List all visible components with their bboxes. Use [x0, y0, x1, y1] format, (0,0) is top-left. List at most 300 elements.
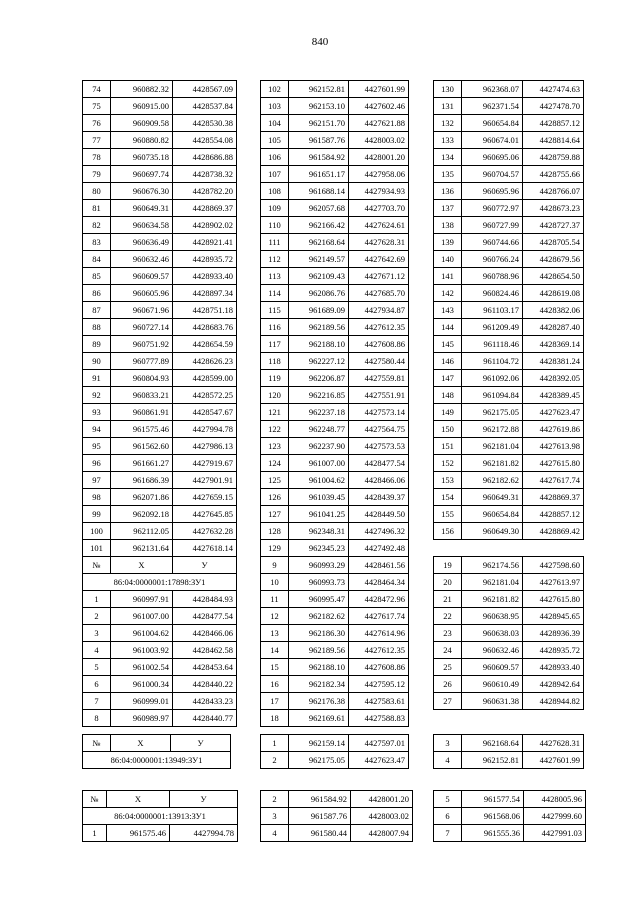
point-number: 138	[434, 217, 462, 234]
table-row	[261, 353, 409, 370]
x-coordinate: 961004.62	[111, 625, 173, 642]
x-coordinate: 962206.87	[289, 370, 349, 387]
table-row	[83, 676, 237, 693]
point-number: 106	[261, 149, 289, 166]
y-coordinate: 4428572.25	[173, 387, 237, 404]
table-row	[83, 608, 237, 625]
table-row	[434, 81, 584, 98]
table-row	[261, 472, 409, 489]
x-coordinate: 962227.12	[289, 353, 349, 370]
x-coordinate: 962368.07	[462, 81, 523, 98]
coordinates-table-12	[433, 790, 586, 842]
table-row	[261, 591, 409, 608]
point-number: 6	[83, 676, 111, 693]
table-row	[261, 404, 409, 421]
point-number: 3	[434, 735, 462, 752]
point-number: 103	[261, 98, 289, 115]
y-coordinate: 4427595.12	[349, 676, 409, 693]
y-coordinate: 4428727.37	[523, 217, 584, 234]
y-coordinate: 4428567.09	[173, 81, 237, 98]
table-row	[261, 752, 409, 769]
point-number: 21	[434, 591, 462, 608]
x-coordinate: 961587.76	[289, 132, 349, 149]
y-coordinate: 4427492.48	[349, 540, 409, 557]
y-coordinate: 4427632.28	[173, 523, 237, 540]
x-coordinate: 962092.18	[111, 506, 173, 523]
point-number: 147	[434, 370, 462, 387]
x-coordinate: 962345.23	[289, 540, 349, 557]
table-row	[261, 166, 409, 183]
point-number: 1	[83, 591, 111, 608]
x-coordinate: 960697.74	[111, 166, 173, 183]
point-number: 22	[434, 608, 462, 625]
table-row	[83, 336, 237, 353]
x-coordinate: 961577.54	[462, 791, 524, 808]
table-row	[434, 659, 584, 676]
table-row	[83, 81, 237, 98]
point-number: 133	[434, 132, 462, 149]
y-coordinate: 4427628.31	[523, 735, 584, 752]
table-row	[261, 149, 409, 166]
x-coordinate: 960727.99	[462, 217, 523, 234]
table-row	[83, 200, 237, 217]
x-coordinate: 962071.86	[111, 489, 173, 506]
header-number: №	[83, 557, 111, 574]
point-number: 120	[261, 387, 289, 404]
point-number: 83	[83, 234, 111, 251]
y-coordinate: 4428003.02	[351, 808, 413, 825]
coordinates-table-3	[433, 80, 584, 540]
coordinates-table-zu-13949	[82, 734, 231, 769]
x-coordinate: 960744.66	[462, 234, 523, 251]
x-coordinate: 960993.29	[289, 557, 349, 574]
point-number: 150	[434, 421, 462, 438]
cadastral-row	[83, 808, 238, 825]
x-coordinate: 960609.57	[111, 268, 173, 285]
x-coordinate: 961689.09	[289, 302, 349, 319]
x-coordinate: 960880.82	[111, 132, 173, 149]
x-coordinate: 962189.56	[289, 642, 349, 659]
table-row	[434, 234, 584, 251]
table-row	[83, 268, 237, 285]
table-row	[261, 557, 409, 574]
point-number: 81	[83, 200, 111, 217]
coordinates-table-zu-17898	[82, 556, 237, 727]
point-number: 130	[434, 81, 462, 98]
table-row	[434, 268, 584, 285]
table-row	[261, 540, 409, 557]
table-row	[83, 506, 237, 523]
table-row	[434, 455, 584, 472]
point-number: 122	[261, 421, 289, 438]
x-coordinate: 962181.04	[462, 438, 523, 455]
y-coordinate: 4428005.96	[524, 791, 586, 808]
point-number: 134	[434, 149, 462, 166]
y-coordinate: 4427583.61	[349, 693, 409, 710]
point-number: 85	[83, 268, 111, 285]
table-row	[83, 421, 237, 438]
table-row	[434, 791, 586, 808]
table-row	[434, 336, 584, 353]
x-coordinate: 960649.31	[111, 200, 173, 217]
point-number: 151	[434, 438, 462, 455]
table-row	[434, 353, 584, 370]
table-row	[83, 302, 237, 319]
x-coordinate: 962149.57	[289, 251, 349, 268]
table-row	[261, 268, 409, 285]
y-coordinate: 4427994.78	[170, 825, 238, 842]
y-coordinate: 4428453.64	[173, 659, 237, 676]
table-row	[434, 285, 584, 302]
table-row	[261, 234, 409, 251]
x-coordinate: 961103.17	[462, 302, 523, 319]
table-row	[83, 251, 237, 268]
cadastral-row	[83, 752, 231, 769]
point-number: 105	[261, 132, 289, 149]
table-row	[261, 642, 409, 659]
y-coordinate: 4427617.74	[523, 472, 584, 489]
point-number: 89	[83, 336, 111, 353]
y-coordinate: 4428766.07	[523, 183, 584, 200]
cadastral-number: 86:04:0000001:13913:ЗУ1	[83, 808, 238, 825]
x-coordinate: 960997.91	[111, 591, 173, 608]
point-number: 140	[434, 251, 462, 268]
table-row	[83, 404, 237, 421]
point-number: 111	[261, 234, 289, 251]
y-coordinate: 4428902.02	[173, 217, 237, 234]
y-coordinate: 4428869.37	[523, 489, 584, 506]
y-coordinate: 4428537.84	[173, 98, 237, 115]
x-coordinate: 962188.10	[289, 336, 349, 353]
table-row	[261, 319, 409, 336]
table-row	[83, 319, 237, 336]
y-coordinate: 4427551.91	[349, 387, 409, 404]
y-coordinate: 4428782.20	[173, 183, 237, 200]
x-coordinate: 962188.10	[289, 659, 349, 676]
y-coordinate: 4428440.77	[173, 710, 237, 727]
y-coordinate: 4428392.05	[523, 370, 584, 387]
x-coordinate: 962151.70	[289, 115, 349, 132]
point-number: 125	[261, 472, 289, 489]
point-number: 123	[261, 438, 289, 455]
x-coordinate: 960999.01	[111, 693, 173, 710]
point-number: 100	[83, 523, 111, 540]
table-row	[261, 438, 409, 455]
x-coordinate: 962176.38	[289, 693, 349, 710]
table-row	[434, 115, 584, 132]
coordinates-table-5	[260, 556, 409, 727]
y-coordinate: 4428945.65	[523, 608, 584, 625]
x-coordinate: 960772.97	[462, 200, 523, 217]
table-row	[434, 438, 584, 455]
table-row	[83, 625, 237, 642]
x-coordinate: 962175.05	[289, 752, 349, 769]
y-coordinate: 4427958.06	[349, 166, 409, 183]
x-coordinate: 960638.95	[462, 608, 523, 625]
y-coordinate: 4428933.40	[523, 659, 584, 676]
point-number: 143	[434, 302, 462, 319]
point-number: 135	[434, 166, 462, 183]
point-number: 108	[261, 183, 289, 200]
x-coordinate: 960610.49	[462, 676, 523, 693]
point-number: 146	[434, 353, 462, 370]
table-row	[434, 472, 584, 489]
table-row	[83, 98, 237, 115]
point-number: 15	[261, 659, 289, 676]
point-number: 8	[83, 710, 111, 727]
table-row	[261, 217, 409, 234]
x-coordinate: 961092.06	[462, 370, 523, 387]
point-number: 4	[83, 642, 111, 659]
point-number: 10	[261, 574, 289, 591]
point-number: 20	[434, 574, 462, 591]
y-coordinate: 4427613.98	[523, 438, 584, 455]
x-coordinate: 961104.72	[462, 353, 523, 370]
table-row	[261, 808, 413, 825]
y-coordinate: 4428654.59	[173, 336, 237, 353]
point-number: 149	[434, 404, 462, 421]
point-number: 90	[83, 353, 111, 370]
point-number: 80	[83, 183, 111, 200]
point-number: 5	[83, 659, 111, 676]
y-coordinate: 4428738.32	[173, 166, 237, 183]
table-row	[261, 455, 409, 472]
x-coordinate: 960649.30	[462, 523, 523, 540]
point-number: 3	[261, 808, 289, 825]
y-coordinate: 4428679.56	[523, 251, 584, 268]
table-row	[261, 81, 409, 98]
x-coordinate: 960861.91	[111, 404, 173, 421]
table-row	[83, 825, 238, 842]
x-coordinate: 960638.03	[462, 625, 523, 642]
table-row	[261, 608, 409, 625]
x-coordinate: 960833.21	[111, 387, 173, 404]
point-number: 136	[434, 183, 462, 200]
x-coordinate: 960632.46	[111, 251, 173, 268]
point-number: 127	[261, 506, 289, 523]
point-number: 26	[434, 676, 462, 693]
y-coordinate: 4428857.12	[523, 115, 584, 132]
table-row	[261, 200, 409, 217]
coordinates-table-zu-13913	[82, 790, 238, 842]
y-coordinate: 4428382.06	[523, 302, 584, 319]
x-coordinate: 961587.76	[289, 808, 351, 825]
table-row	[83, 455, 237, 472]
point-number: 115	[261, 302, 289, 319]
table-row	[434, 608, 584, 625]
table-row	[261, 693, 409, 710]
y-coordinate: 4428433.23	[173, 693, 237, 710]
y-coordinate: 4428935.72	[523, 642, 584, 659]
x-coordinate: 961039.45	[289, 489, 349, 506]
table-row	[434, 642, 584, 659]
table-row	[83, 132, 237, 149]
y-coordinate: 4428857.12	[523, 506, 584, 523]
x-coordinate: 960989.97	[111, 710, 173, 727]
y-coordinate: 4428755.66	[523, 166, 584, 183]
table-row	[434, 251, 584, 268]
table-row	[434, 166, 584, 183]
table-row	[434, 735, 584, 752]
point-number: 6	[434, 808, 462, 825]
y-coordinate: 4428462.58	[173, 642, 237, 659]
y-coordinate: 4428751.18	[173, 302, 237, 319]
table-row	[434, 183, 584, 200]
y-coordinate: 4428484.93	[173, 591, 237, 608]
x-coordinate: 961575.46	[107, 825, 170, 842]
x-coordinate: 961041.25	[289, 506, 349, 523]
y-coordinate: 4427608.86	[349, 336, 409, 353]
y-coordinate: 4427624.61	[349, 217, 409, 234]
coordinates-table-1	[82, 80, 237, 557]
coordinates-table-6	[433, 556, 584, 710]
x-coordinate: 961007.00	[289, 455, 349, 472]
y-coordinate: 4427621.88	[349, 115, 409, 132]
x-coordinate: 962169.61	[289, 710, 349, 727]
y-coordinate: 4428477.54	[349, 455, 409, 472]
table-row	[434, 825, 586, 842]
x-coordinate: 960882.32	[111, 81, 173, 98]
point-number: 75	[83, 98, 111, 115]
y-coordinate: 4428654.50	[523, 268, 584, 285]
x-coordinate: 961094.84	[462, 387, 523, 404]
table-row	[434, 523, 584, 540]
x-coordinate: 962168.64	[289, 234, 349, 251]
point-number: 4	[261, 825, 289, 842]
x-coordinate: 960654.84	[462, 115, 523, 132]
table-row	[434, 625, 584, 642]
y-coordinate: 4427642.69	[349, 251, 409, 268]
table-row	[434, 693, 584, 710]
x-coordinate: 962189.56	[289, 319, 349, 336]
y-coordinate: 4428530.38	[173, 115, 237, 132]
x-coordinate: 960676.30	[111, 183, 173, 200]
y-coordinate: 4427618.14	[173, 540, 237, 557]
point-number: 141	[434, 268, 462, 285]
point-number: 156	[434, 523, 462, 540]
table-row	[261, 791, 413, 808]
point-number: 5	[434, 791, 462, 808]
y-coordinate: 4427645.85	[173, 506, 237, 523]
table-row	[261, 132, 409, 149]
table-row	[261, 370, 409, 387]
x-coordinate: 960993.73	[289, 574, 349, 591]
point-number: 119	[261, 370, 289, 387]
table-row	[434, 319, 584, 336]
point-number: 12	[261, 608, 289, 625]
x-coordinate: 960695.96	[462, 183, 523, 200]
y-coordinate: 4427934.87	[349, 302, 409, 319]
y-coordinate: 4428626.23	[173, 353, 237, 370]
table-row	[434, 132, 584, 149]
y-coordinate: 4427559.81	[349, 370, 409, 387]
table-row	[83, 234, 237, 251]
y-coordinate: 4427615.80	[523, 455, 584, 472]
table-row	[83, 489, 237, 506]
header-x: X	[111, 735, 171, 752]
cadastral-number: 86:04:0000001:13949:ЗУ1	[83, 752, 231, 769]
point-number: 93	[83, 404, 111, 421]
x-coordinate: 962371.54	[462, 98, 523, 115]
x-coordinate: 962181.04	[462, 574, 523, 591]
x-coordinate: 962182.62	[462, 472, 523, 489]
point-number: 114	[261, 285, 289, 302]
table-row	[261, 735, 409, 752]
x-coordinate: 961686.39	[111, 472, 173, 489]
point-number: 113	[261, 268, 289, 285]
table-row	[434, 404, 584, 421]
y-coordinate: 4427999.60	[524, 808, 586, 825]
table-row	[83, 540, 237, 557]
x-coordinate: 961651.17	[289, 166, 349, 183]
table-row	[83, 285, 237, 302]
cadastral-row	[83, 574, 237, 591]
header-y: У	[173, 557, 237, 574]
point-number: 76	[83, 115, 111, 132]
y-coordinate: 4428389.45	[523, 387, 584, 404]
y-coordinate: 4428477.54	[173, 608, 237, 625]
table-row	[261, 489, 409, 506]
x-coordinate: 960631.38	[462, 693, 523, 710]
x-coordinate: 960766.24	[462, 251, 523, 268]
y-coordinate: 4427612.35	[349, 319, 409, 336]
y-coordinate: 4428287.40	[523, 319, 584, 336]
x-coordinate: 962174.56	[462, 557, 523, 574]
point-number: 82	[83, 217, 111, 234]
point-number: 16	[261, 676, 289, 693]
y-coordinate: 4428599.00	[173, 370, 237, 387]
point-number: 13	[261, 625, 289, 642]
point-number: 27	[434, 693, 462, 710]
x-coordinate: 961584.92	[289, 149, 349, 166]
y-coordinate: 4427573.53	[349, 438, 409, 455]
table-row	[261, 506, 409, 523]
table-row	[261, 625, 409, 642]
point-number: 109	[261, 200, 289, 217]
x-coordinate: 962175.05	[462, 404, 523, 421]
header-x: X	[107, 791, 170, 808]
table-row	[83, 217, 237, 234]
y-coordinate: 4428921.41	[173, 234, 237, 251]
x-coordinate: 961688.14	[289, 183, 349, 200]
y-coordinate: 4428547.67	[173, 404, 237, 421]
y-coordinate: 4428003.02	[349, 132, 409, 149]
x-coordinate: 961002.54	[111, 659, 173, 676]
y-coordinate: 4428759.88	[523, 149, 584, 166]
x-coordinate: 962112.05	[111, 523, 173, 540]
point-number: 1	[83, 825, 107, 842]
table-row	[261, 387, 409, 404]
table-row	[434, 98, 584, 115]
x-coordinate: 960788.96	[462, 268, 523, 285]
y-coordinate: 4427580.44	[349, 353, 409, 370]
point-number: 128	[261, 523, 289, 540]
x-coordinate: 962348.31	[289, 523, 349, 540]
page-number: 840	[311, 36, 329, 48]
x-coordinate: 962181.82	[462, 591, 523, 608]
y-coordinate: 4427628.31	[349, 234, 409, 251]
point-number: 3	[83, 625, 111, 642]
table-row	[261, 115, 409, 132]
x-coordinate: 961118.46	[462, 336, 523, 353]
x-coordinate: 962086.76	[289, 285, 349, 302]
y-coordinate: 4428472.96	[349, 591, 409, 608]
y-coordinate: 4427671.12	[349, 268, 409, 285]
table-row	[83, 183, 237, 200]
x-coordinate: 961007.00	[111, 608, 173, 625]
y-coordinate: 4427598.60	[523, 557, 584, 574]
x-coordinate: 962237.90	[289, 438, 349, 455]
